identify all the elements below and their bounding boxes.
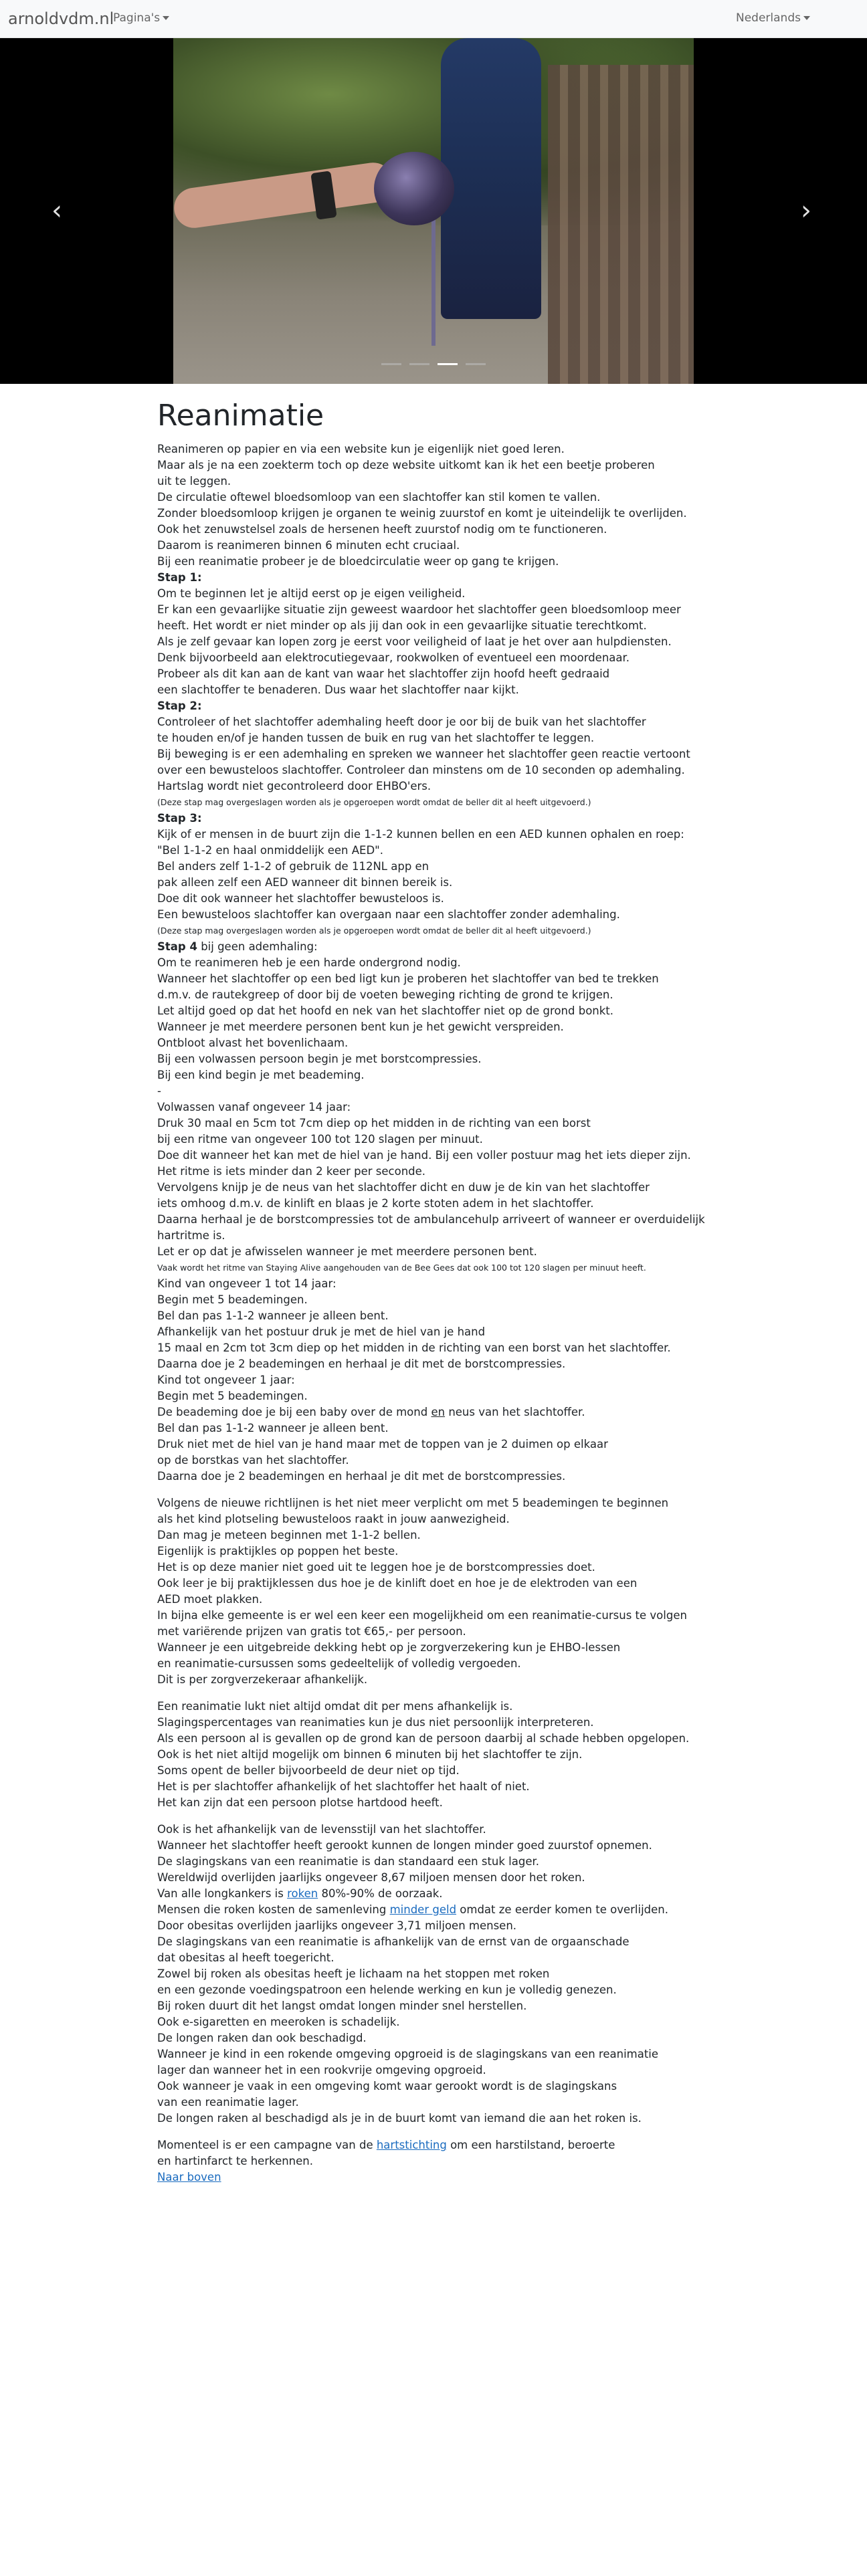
text-line: Controleer of het slachtoffer ademhaling heeft door je oor bij de buik van het slachtoffer [157,716,646,728]
text-line: Er kan een gevaarlijke situatie zijn geweest waardoor het slachtoffer geen bloedsomloop meer [157,603,681,616]
text-line: Kind tot ongeveer 1 jaar: [157,1374,295,1386]
text-line: Zonder bloedsomloop krijgen je organen te weinig zuurstof en komt je uiteindelijk te overlijden. [157,507,687,520]
text-line: Het ritme is iets minder dan 2 keer per seconde. [157,1165,426,1178]
step2-section [157,714,719,794]
text-line: De longen raken dan ook beschadigd. [157,2032,367,2044]
text-line: Let altijd goed op dat het hoofd en nek van het slachtoffer niet op de grond bonkt. [157,1004,614,1017]
text-line: De longen raken al beschadigd als je in de buurt komt van iemand die aan het roken is. [157,2112,642,2125]
text-line: De slagingskans van een reanimatie is afhankelijk van de ernst van de orgaanschade [157,1935,630,1948]
text-line: Bij een reanimatie probeer je de bloedcirculatie weer op gang te krijgen. [157,555,559,568]
text-line: Daarna doe je 2 beademingen en herhaal je dit met de borstcompressies. [157,1470,566,1483]
step4-alternate [157,1244,719,1260]
navbar [0,0,867,38]
carousel-indicators [381,363,486,365]
text-line: pak alleen zelf een AED wanneer dit binnen bereik is. [157,876,453,889]
text-line: Dit is per zorgverzekeraar afhankelijk. [157,1673,368,1686]
text-line: Dan mag je meteen beginnen met 1-1-2 bellen. [157,1529,421,1541]
step4-section [157,955,719,1244]
costs-line: Mensen die roken kosten de samenleving minder geld omdat ze eerder komen te overlijden. [157,1903,668,1916]
text-line: Soms opent de beller bijvoorbeeld de deur niet op tijd. [157,1764,460,1777]
text-line: Denk bijvoorbeeld aan elektrocutiegevaar, rookwolken of eventueel een moordenaar. [157,651,630,664]
text-line: en een gezonde voedingspatroon een helende werking en kun je volledig genezen. [157,1983,617,1996]
text-line: Het kan zijn dat een persoon plotse hartdood heeft. [157,1796,443,1809]
text-line: bij een ritme van ongeveer 100 tot 120 slagen per minuut. [157,1133,483,1146]
text-line: Bel dan pas 1-1-2 wanneer je alleen bent. [157,1309,389,1322]
text-line: Reanimeren op papier en via een website kun je eigenlijk niet goed leren. [157,443,565,455]
text-line: dat obesitas al heeft toegericht. [157,1951,334,1964]
text-line: Volgens de nieuwe richtlijnen is het niet meer verplicht om met 5 beademingen te beginnen [157,1497,669,1509]
text-line: Begin met 5 beademingen. [157,1293,308,1306]
baby-section [157,1420,719,1485]
step4-title: Stap 4 [157,940,197,953]
text-line: - [157,1085,161,1097]
text-line: Het is per slachtoffer afhankelijk of het slachtoffer het haalt of niet. [157,1780,530,1793]
lifestyle-section-a [157,1822,719,1886]
text-line: Ook het zenuwstelsel zoals de hersenen heeft zuurstof nodig om te functioneren. [157,523,607,536]
roken-link[interactable]: roken [287,1887,318,1900]
carousel-next-icon[interactable]: › [801,195,811,226]
text-line: Wanneer het slachtoffer op een bed ligt kun je proberen het slachtoffer van bed te trekken [157,972,659,985]
pages-dropdown-label: Pagina's [113,11,161,25]
text-line: Maar als je na een zoekterm toch op deze website uitkomt kan ik het een beetje proberen [157,459,655,471]
text-line: Ook wanneer je vaak in een omgeving komt waar gerookt wordt is de slagingskans [157,2080,617,2092]
text-line: Ook is het niet altijd mogelijk om binnen 6 minuten bij het slachtoffer te zijn. [157,1748,583,1761]
brand-link[interactable]: arnoldvdm.nl [8,9,114,28]
text-line: en reanimatie-cursussen soms gedeeltelijk of volledig vergoeden. [157,1657,521,1670]
caret-down-icon [163,16,169,20]
step3-note: (Deze stap mag overgeslagen worden als je opgeroepen wordt omdat de beller dit al heeft uitgevoerd.) [157,926,591,936]
lungs-line: Van alle longkankers is roken 80%-90% de oorzaak. [157,1887,443,1900]
text-line: Kind van ongeveer 1 tot 14 jaar: [157,1277,336,1290]
text-line: Vervolgens knijp je de neus van het slachtoffer dicht en duw je de kin van het slachtoffer [157,1181,650,1194]
intro-section [157,441,719,570]
text-line: Ontbloot alvast het bovenlichaam. [157,1037,349,1049]
text-line: Probeer als dit kan aan de kant van waar het slachtoffer zijn hoofd heeft gedraaid [157,667,610,680]
text-line: op de borstkas van het slachtoffer. [157,1454,349,1467]
hartstichting-link[interactable]: hartstichting [376,2139,447,2151]
text-line: iets omhoog d.m.v. de kinlift en blaas je 2 korte stoten adem in het slachtoffer. [157,1197,594,1210]
text-line: Daarna doe je 2 beademingen en herhaal je dit met de borstcompressies. [157,1358,566,1370]
step3-title: Stap 3: [157,812,202,825]
text-line: Kijk of er mensen in de buurt zijn die 1-1-2 kunnen bellen en een AED kunnen ophalen en roep: [157,828,684,841]
text-line: Ook leer je bij praktijklessen dus hoe je de kinlift doet en hoe je de elektroden van een [157,1577,638,1590]
text-line: De slagingskans van een reanimatie is dan standaard een stuk lager. [157,1855,540,1868]
text-line: Bij een kind begin je met beademing. [157,1069,365,1081]
text-line: een slachtoffer te benaderen. Dus waar het slachtoffer naar kijkt. [157,683,519,696]
baby-breathing-line: De beademing doe je bij een baby over de mond en neus van het slachtoffer. [157,1406,585,1418]
text-line: AED moet plakken. [157,1593,263,1606]
carousel-slide-image [173,38,694,384]
text-line: Doe dit ook wanneer het slachtoffer bewusteloos is. [157,892,444,905]
minder-geld-link[interactable]: minder geld [389,1903,457,1916]
text-line: Bij beweging is er een ademhaling en spreken we wanneer het slachtoffer geen reactie vertoont [157,748,690,760]
text-line: hartritme is. [157,1229,225,1242]
carousel-indicator[interactable] [409,363,429,365]
text-line: Slagingspercentages van reanimaties kun je dus niet persoonlijk interpreteren. [157,1716,594,1729]
staying-alive-note: Vaak wordt het ritme van Staying Alive aangehouden van de Bee Gees dat ook 100 tot 120 slagen per minuut heeft. [157,1263,646,1273]
step2-note: (Deze stap mag overgeslagen worden als je opgeroepen wordt omdat de beller dit al heeft uitgevoerd.) [157,797,591,807]
text-line: lager dan wanneer het in een rookvrije omgeving opgroeid. [157,2064,486,2076]
kids-section [157,1276,719,1404]
text-line: Bij een volwassen persoon begin je met borstcompressies. [157,1053,482,1065]
text-line: over een bewusteloos slachtoffer. Controleer dan minstens om de 10 seconden op ademhaling. [157,764,685,776]
step4-title-rest: bij geen ademhaling: [197,940,318,953]
lifestyle-section-b [157,1918,719,2127]
text-line: Begin met 5 beademingen. [157,1390,308,1402]
text-line: Let er op dat je afwisselen wanneer je met meerdere personen bent. [157,1245,537,1258]
text-line: Eigenlijk is praktijkles op poppen het beste. [157,1545,399,1558]
text-line: Een bewusteloos slachtoffer kan overgaan naar een slachtoffer zonder ademhaling. [157,908,620,921]
caret-down-icon [803,16,810,20]
text-line: uit te leggen. [157,475,231,488]
text-line: Doe dit wanneer het kan met de hiel van je hand. Bij een voller postuur mag het iets dieper zijn. [157,1149,691,1162]
text-line: Daarna herhaal je de borstcompressies tot de ambulancehulp arriveert of wanneer er overduidelijk [157,1213,705,1226]
step3-section [157,827,719,923]
success-section [157,1699,719,1811]
text-line: als het kind plotseling bewusteloos raakt in jouw aanwezigheid. [157,1513,510,1525]
text-line: 15 maal en 2cm tot 3cm diep op het midden in de richting van een borst van het slachtoffer. [157,1341,671,1354]
text-line: Volwassen vanaf ongeveer 14 jaar: [157,1101,351,1113]
text-line: Zowel bij roken als obesitas heeft je lichaam na het stoppen met roken [157,1967,550,1980]
campaign-line: Momenteel is er een campagne van de hartstichting om een harstilstand, beroerte [157,2139,615,2151]
text-line: De circulatie oftewel bloedsomloop van een slachtoffer kan stil komen te vallen. [157,491,601,504]
text-line: Wanneer je kind in een rokende omgeving opgroeid is de slagingskans van een reanimatie [157,2048,659,2060]
text-line: Afhankelijk van het postuur druk je met de hiel van je hand [157,1325,486,1338]
text-line: Ook e-sigaretten en meeroken is schadelijk. [157,2016,400,2028]
text-line: Bel dan pas 1-1-2 wanneer je alleen bent. [157,1422,389,1434]
text-line: Wanneer het slachtoffer heeft gerookt kunnen de longen minder goed zuurstof opnemen. [157,1839,652,1852]
step1-section [157,586,719,698]
text-line: In bijna elke gemeente is er wel een keer een mogelijkheid om een reanimatie-cursus te volgen [157,1609,687,1622]
carousel-indicator[interactable] [381,363,401,365]
carousel-indicator-active[interactable] [438,363,458,365]
text-line: te houden en/of je handen tussen de buik en rug van het slachtoffer te leggen. [157,732,595,744]
carousel-prev-icon[interactable]: ‹ [52,195,62,226]
language-dropdown[interactable] [736,11,810,25]
text-line: heeft. Het wordt er niet minder op als jij dan ook in een gevaarlijke situatie terechtkomt. [157,619,647,632]
step2-title: Stap 2: [157,700,202,712]
text-line: Een reanimatie lukt niet altijd omdat dit per mens afhankelijk is. [157,1700,513,1713]
guidelines-section [157,1495,719,1688]
text-line: Als een persoon al is gevallen op de grond kan de persoon daarbij al schade hebben opgelopen. [157,1732,690,1745]
text-line: Wanneer je een uitgebreide dekking hebt op je zorgverzekering kun je EHBO-lessen [157,1641,621,1654]
text-line: Daarom is reanimeren binnen 6 minuten echt cruciaal. [157,539,460,552]
text-line: Hartslag wordt niet gecontroleerd door EHBO'ers. [157,780,431,792]
text-line: Ook is het afhankelijk van de levensstijl van het slachtoffer. [157,1823,486,1836]
text-line: Het is op deze manier niet goed uit te leggen hoe je de borstcompressies doet. [157,1561,595,1574]
text-line: met variërende prijzen van gratis tot €65,- per persoon. [157,1625,466,1638]
image-carousel [0,38,867,384]
text-line: Bij roken duurt dit het langst omdat longen minder snel herstellen. [157,2000,527,2012]
text-line: Druk 30 maal en 5cm tot 7cm diep op het midden in de richting van een borst [157,1117,591,1130]
step1-title: Stap 1: [157,571,202,584]
page-title: Reanimatie [157,399,324,433]
text-line: van een reanimatie lager. [157,2096,299,2109]
main-content [157,395,719,2185]
text-line: Door obesitas overlijden jaarlijks ongeveer 3,71 miljoen mensen. [157,1919,517,1932]
text-line: Als je zelf gevaar kan lopen zorg je eerst voor veiligheid of laat je het over aan hulpdiensten. [157,635,672,648]
text-line: d.m.v. de rautekgreep of door bij de voeten beweging richting de grond te krijgen. [157,988,613,1001]
campaign-line-2: en hartinfarct te herkennen. [157,2155,313,2167]
text-line: Wereldwijd overlijden jaarlijks ongeveer 8,67 miljoen mensen door het roken. [157,1871,585,1884]
text-line: Om te beginnen let je altijd eerst op je eigen veiligheid. [157,587,466,600]
text-line: Wanneer je met meerdere personen bent kun je het gewicht verspreiden. [157,1021,564,1033]
text-line: Bel anders zelf 1-1-2 of gebruik de 112NL app en [157,860,429,873]
pages-dropdown[interactable] [113,11,169,25]
text-line: "Bel 1-1-2 en haal onmiddelijk een AED". [157,844,384,857]
back-to-top-link[interactable]: Naar boven [157,2171,221,2183]
carousel-indicator[interactable] [466,363,486,365]
language-dropdown-label: Nederlands [736,11,801,25]
text-line: Druk niet met de hiel van je hand maar met de toppen van je 2 duimen op elkaar [157,1438,608,1451]
text-line: Om te reanimeren heb je een harde ondergrond nodig. [157,956,461,969]
